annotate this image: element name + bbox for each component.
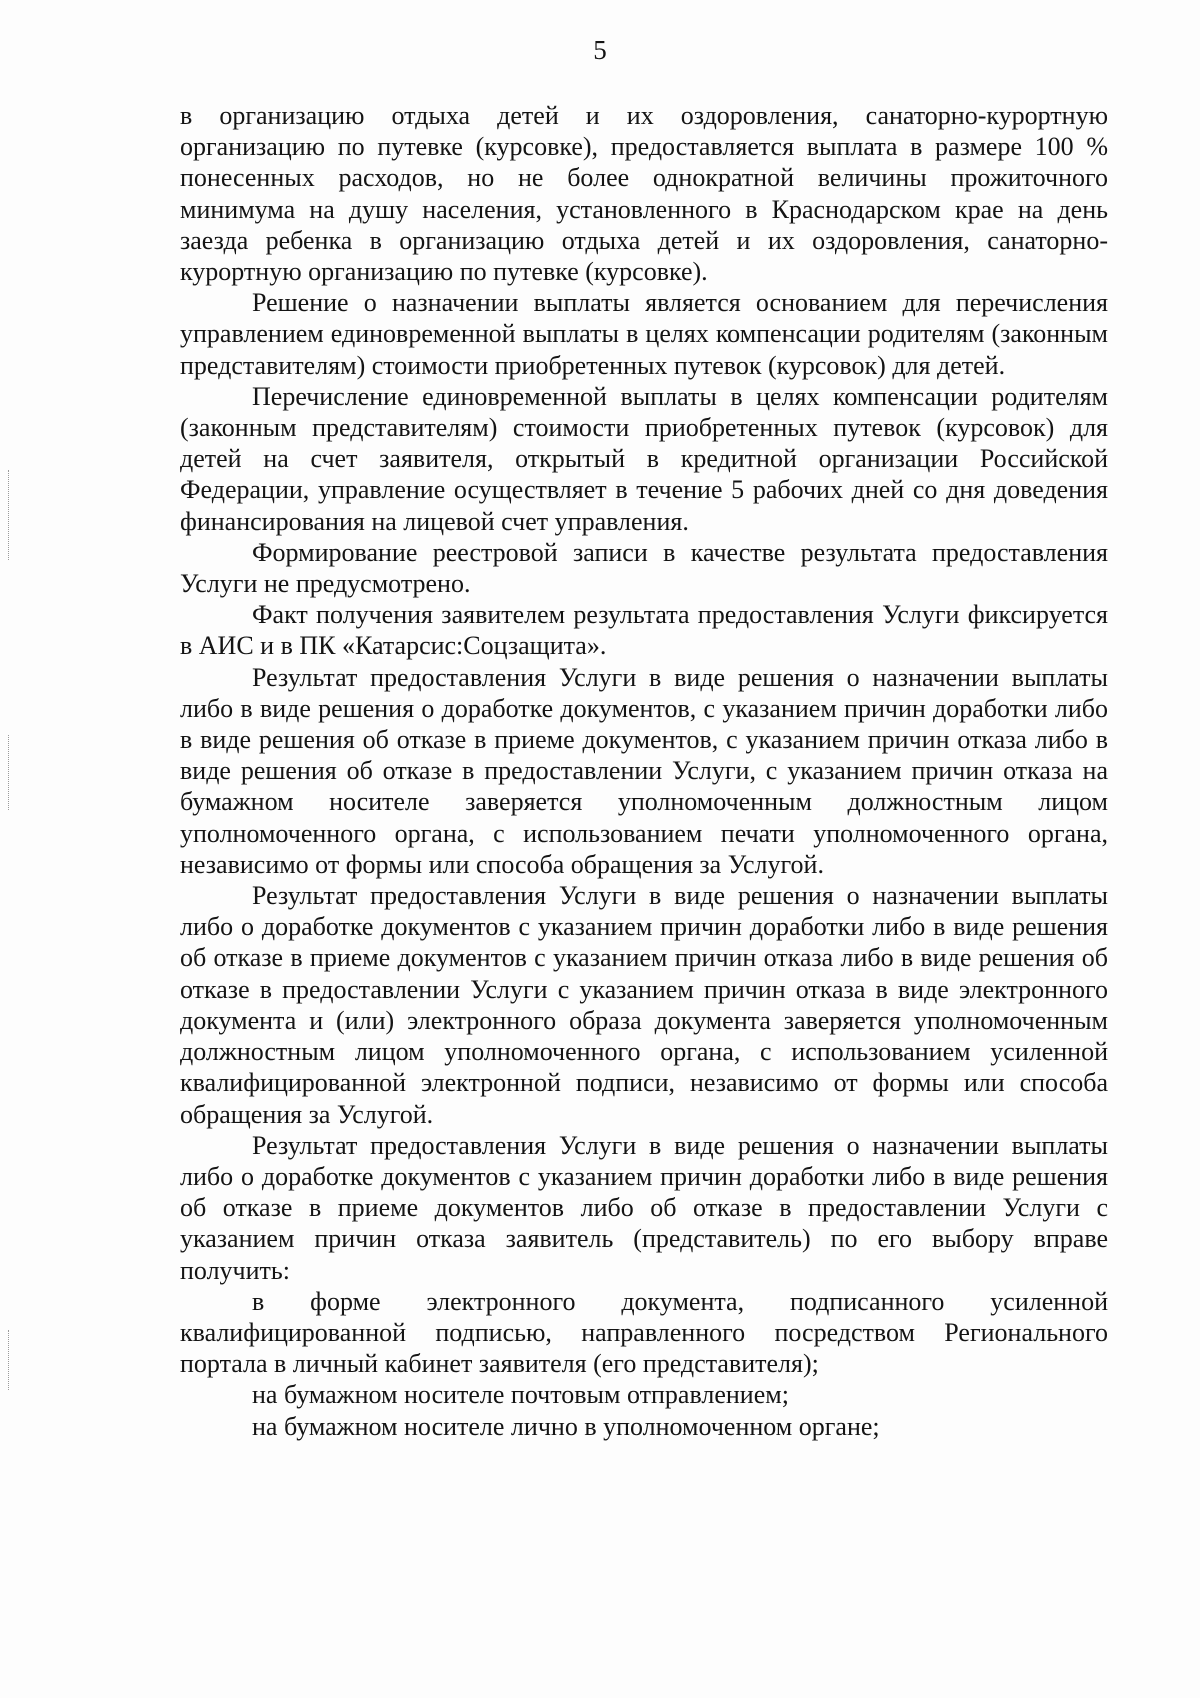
list-item: в форме электронного документа, подписанного усиленной квалифицированной подписью, направленного посредством Регионального портала в личный кабинет заявителя (его представителя); (180, 1286, 1108, 1379)
paragraph: Перечисление единовременной выплаты в целях компенсации родителям (законным представителям) стоимости приобретенных путевок (курсовок) для детей на счет заявителя, открытый в кредитной организации Российской Федерации, управление осуществляет в течение 5 рабочих дней со дня доведения финансирования на лицевой счет управления. (180, 381, 1108, 536)
page-number: 5 (593, 35, 607, 65)
paragraph: Результат предоставления Услуги в виде решения о назначении выплаты либо в виде решения о доработке документов, с указанием причин доработки либо в виде решения об отказе в приеме документов, с указанием причин отказа либо в виде решения об отказе в предоставлении Услуги, с указанием причин отказа на бумажном носителе заверяется уполномоченным должностным лицом уполномоченного органа, с использованием печати уполномоченного органа, независимо от формы или способа обращения за Услугой. (180, 662, 1108, 879)
document-body (180, 100, 1108, 1442)
list-item: на бумажном носителе почтовым отправлением; (252, 1380, 789, 1410)
paragraph: Результат предоставления Услуги в виде решения о назначении выплаты либо о доработке документов с указанием причин доработки либо в виде решения об отказе в приеме документов либо об отказе в предоставлении Услуги с указанием причин отказа заявитель (представитель) по его выбору вправе получить: (180, 1130, 1108, 1285)
paragraph: Результат предоставления Услуги в виде решения о назначении выплаты либо о доработке документов с указанием причин доработки либо в виде решения об отказе в приеме документов с указанием причин отказа либо в виде решения об отказе в предоставлении Услуги с указанием причин отказа в виде электронного документа и (или) электронного образа документа заверяется уполномоченным должностным лицом уполномоченного органа, с использованием усиленной квалифицированной электронной подписи, независимо от формы или способа обращения за Услугой. (180, 881, 1108, 1129)
scan-artifact-mark (8, 735, 10, 810)
paragraph: Формирование реестровой записи в качестве результата предоставления Услуги не предусмотрено. (180, 537, 1108, 599)
scan-artifact-mark (8, 470, 10, 560)
paragraph-continuation: в организацию отдыха детей и их оздоровления, санаторно-курортную организацию по путевке (курсовке), предоставляется выплата в размере 100 % понесенных расходов, но не более однократной величины прожиточного минимума на душу населения, установленного в Краснодарском крае на день заезда ребенка в организацию отдыха детей и их оздоровления, санаторно-курортную организацию по путевке (курсовке). (180, 101, 1108, 287)
list-item: на бумажном носителе лично в уполномоченном органе; (252, 1411, 880, 1441)
scan-artifact-mark (8, 1330, 10, 1390)
paragraph: Решение о назначении выплаты является основанием для перечисления управлением единовременной выплаты в целях компенсации родителям (законным представителям) стоимости приобретенных путевок (курсовок) для детей. (180, 288, 1108, 380)
paragraph: Факт получения заявителем результата предоставления Услуги фиксируется в АИС и в ПК «Катарсис:Соцзащита». (180, 600, 1108, 661)
